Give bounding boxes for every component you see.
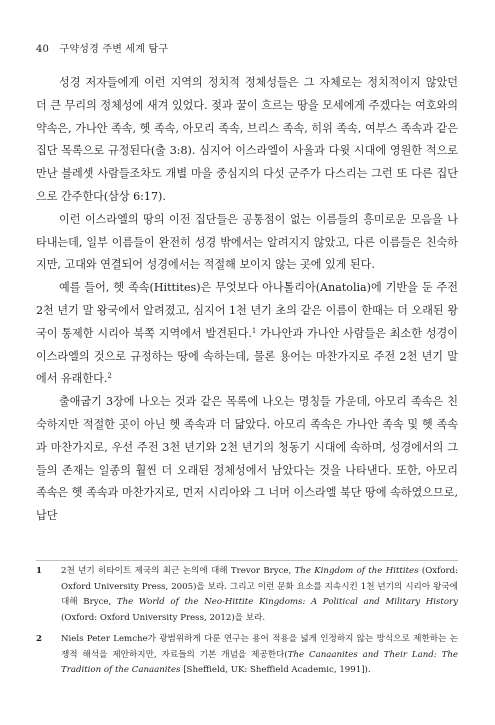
- footnote-text: 2천 년기 히타이트 제국의 최근 논의에 대해 Trevor Bryce,: [61, 566, 295, 576]
- footnote-ref[interactable]: 1: [251, 326, 257, 335]
- footnote-number: 1: [36, 566, 42, 576]
- book-title: The Kingdom of the Hittites: [294, 566, 419, 576]
- paragraph: 이런 이스라엘의 땅의 이전 집단들은 공통점이 없는 이름들의 흥미로운 모음을 나타내는데, 일부 이름들이 완전히 성경 밖에서는 알려지지 않았고, 다른 이름들은 친숙하지만, 고대와 연결되어 성경에서는 적절해 보이지 않는 곳에 있게 된다.: [36, 212, 458, 272]
- footnote-text: (Oxford: Oxford University Press, 2012)을 보라.: [61, 612, 266, 623]
- footnote: [36, 564, 458, 626]
- page-number: 40: [36, 44, 50, 55]
- running-title: 구약성경 주변 세계 탐구: [59, 44, 169, 55]
- paragraph: 성경 저자들에게 이런 지역의 정치적 정체성들은 그 자체로는 정치적이지 않았던 더 큰 무리의 정체성에 새겨 있었다. 젖과 꿀이 흐르는 땅을 모세에게 주겠다는 여호와의 약속은, 가나안 족속, 헷 족속, 아모리 족속, 브리스 족속, 히위 족속, 여부스 족속과 같은 집단 목록으로 규정된다(출 3:8). 심지어 이스라엘이 사울과 다윗 시대에 영원한 적으로 만난 블레셋 사람들조차도 개별 마을 중심지의 다섯 군주가 다스리는 그런 또 다른 집단으로 간주한다(삼상 6:17).: [36, 76, 458, 203]
- footnote-divider: [36, 560, 458, 561]
- footnotes: [36, 564, 458, 685]
- footnote: [36, 632, 458, 679]
- paragraph: 출애굽기 3장에 나오는 것과 같은 목록에 나오는 명칭들 가운데, 아모리 족속은 친숙하지만 적절한 곳이 아닌 헷 족속과 더 닮았다. 아모리 족속은 가나안 족속 및 헷 족속과 마찬가지로, 우선 주전 3천 년기와 2천 년기의 청동기 시대에 속하며, 성경에서의 그들의 존재는 일종의 훨씬 더 오래된 정체성에서 남았다는 것을 나타낸다. 또한, 아모리 족속은 헷 족속과 마찬가지로, 먼저 시리아와 그 너머 이스라엘 북단 땅에 속하였으므로, 납단: [36, 395, 458, 523]
- paragraph-text: 예를 들어, 헷 족속(Hittites)은 무엇보다 아나톨리아(Anatolia)에 기반을 둔 주전 2천 년기 말 왕국에서 알려졌고, 심지어 1천 년기 초의 같은 이름이 한때는 더 오래된 왕국이 통제한 시리아 북쪽 지역에서 발견된다.: [36, 281, 458, 340]
- main-text: [36, 72, 458, 528]
- running-header: [36, 40, 168, 55]
- footnote-ref[interactable]: 2: [107, 372, 112, 381]
- paragraph: [36, 277, 458, 391]
- footnote-text: [Sheffield, UK: Sheffield Academic, 1991]).: [180, 665, 371, 675]
- book-title: The Canaanites and Their Land: The Tradition of the Canaanites: [61, 649, 458, 675]
- book-title: The World of the Neo-Hittite Kingdoms: A Political and Military History: [116, 597, 458, 607]
- footnote-text: (Oxford: Oxford University Press, 2005)을 보라. 그리고 이런 문화 요소를 지속시킨 1천 년기의 시리아 왕국에 대해 Bryce,: [61, 566, 458, 607]
- paragraph-text: 가나안과 가나안 사람들은 최소한 성경이 이스라엘의 것으로 규정하는 땅에 속하는데, 물론 용어는 마찬가지로 주전 2천 년기 말에서 유래한다.: [36, 326, 458, 386]
- footnote-text: Niels Peter Lemche가 광범위하게 다룬 연구는 용어 적용을 넓게 인정하지 않는 방식으로 제한하는 논쟁적 해석을 제안하지만, 자료들의 기본 개념을 제공한다(: [61, 634, 458, 660]
- footnote-number: 2: [36, 634, 42, 644]
